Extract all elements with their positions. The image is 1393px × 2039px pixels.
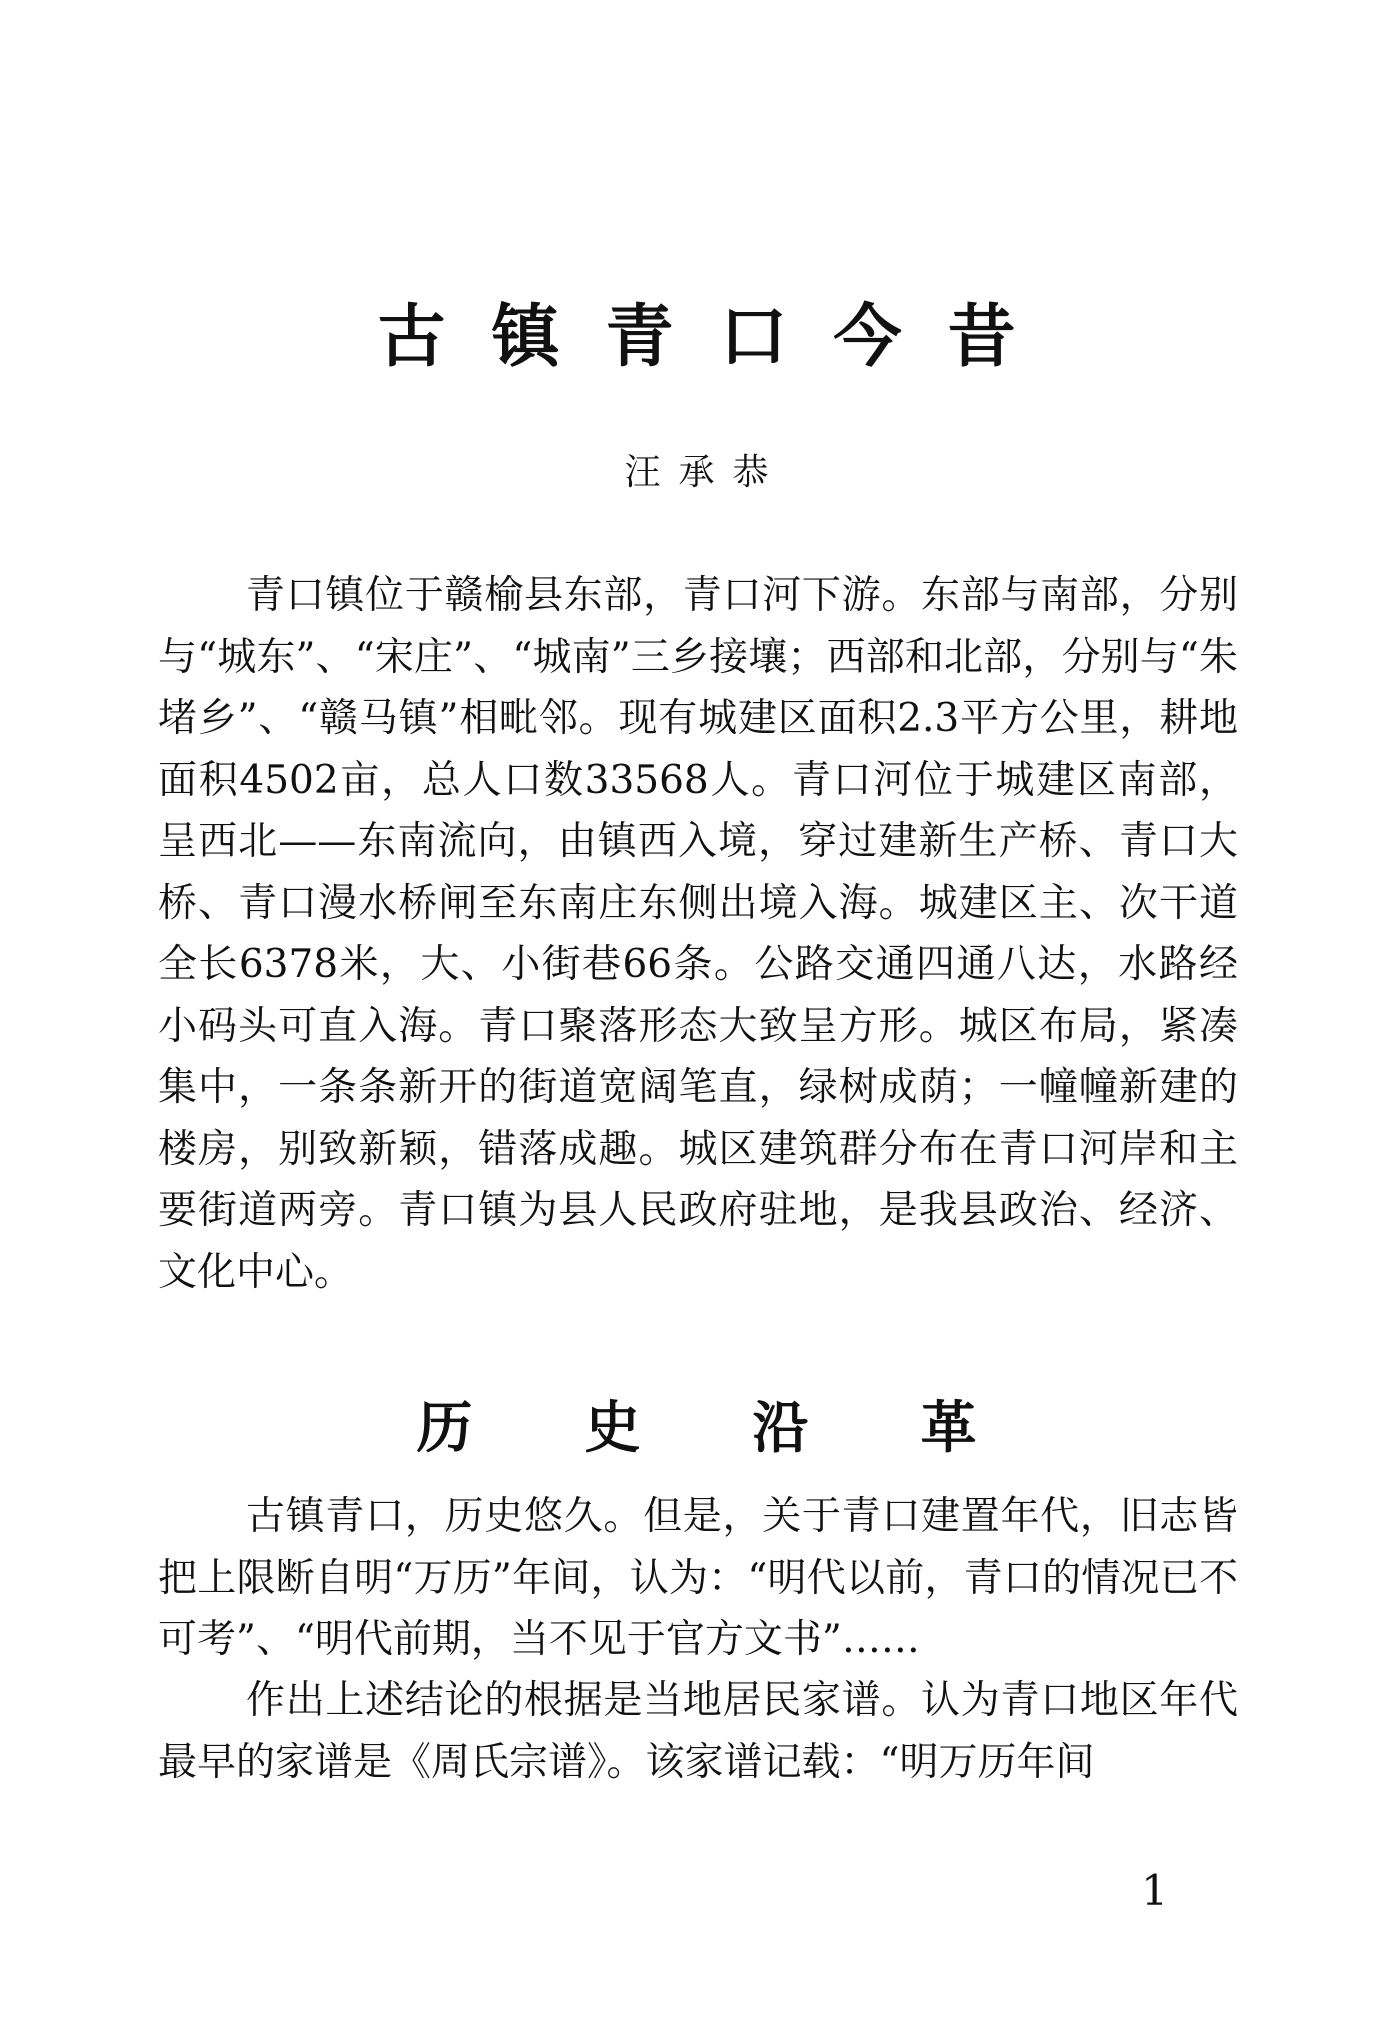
page-number: 1	[1141, 1866, 1168, 1915]
article-title: 古镇青口今昔	[377, 297, 1062, 377]
section-paragraph-1: 古镇青口，历史悠久。但是，关于青口建置年代，旧志皆把上限断自明“万历”年间，认为：“明代以前，青口的情况已不可考”、“明代前期，当不见于官方文书”……	[158, 1494, 1238, 1662]
article-author: 汪承恭	[624, 452, 787, 493]
section-heading: 历史沿革	[416, 1395, 1089, 1461]
intro-paragraph: 青口镇位于赣榆县东部，青口河下游。东部与南部，分别与“城东”、“宋庄”、“城南”三乡接壤；西部和北部，分别与“朱堵乡”、“赣马镇”相毗邻。现有城建区面积2.3平方公里，耕地面积4502亩，总人口数33568人。青口河位于城建区南部，呈西北——东南流向，由镇西入境，穿过建新生产桥、青口大桥、青口漫水桥闸至东南庄东侧出境入海。城建区主、次干道全长6378米，大、小街巷66条。公路交通四通八达，水路经小码头可直入海。青口聚落形态大致呈方形。城区布局，紧凑集中，一条条新开的街道宽阔笔直，绿树成荫；一幢幢新建的楼房，别致新颖，错落成趣。城区建筑群分布在青口河岸和主要街道两旁。青口镇为县人民政府驻地，是我县政治、经济、文化中心。	[158, 573, 1238, 1295]
section-paragraph-2: 作出上述结论的根据是当地居民家谱。认为青口地区年代最早的家谱是《周氏宗谱》。该家谱记载：“明万历年间	[158, 1678, 1238, 1785]
